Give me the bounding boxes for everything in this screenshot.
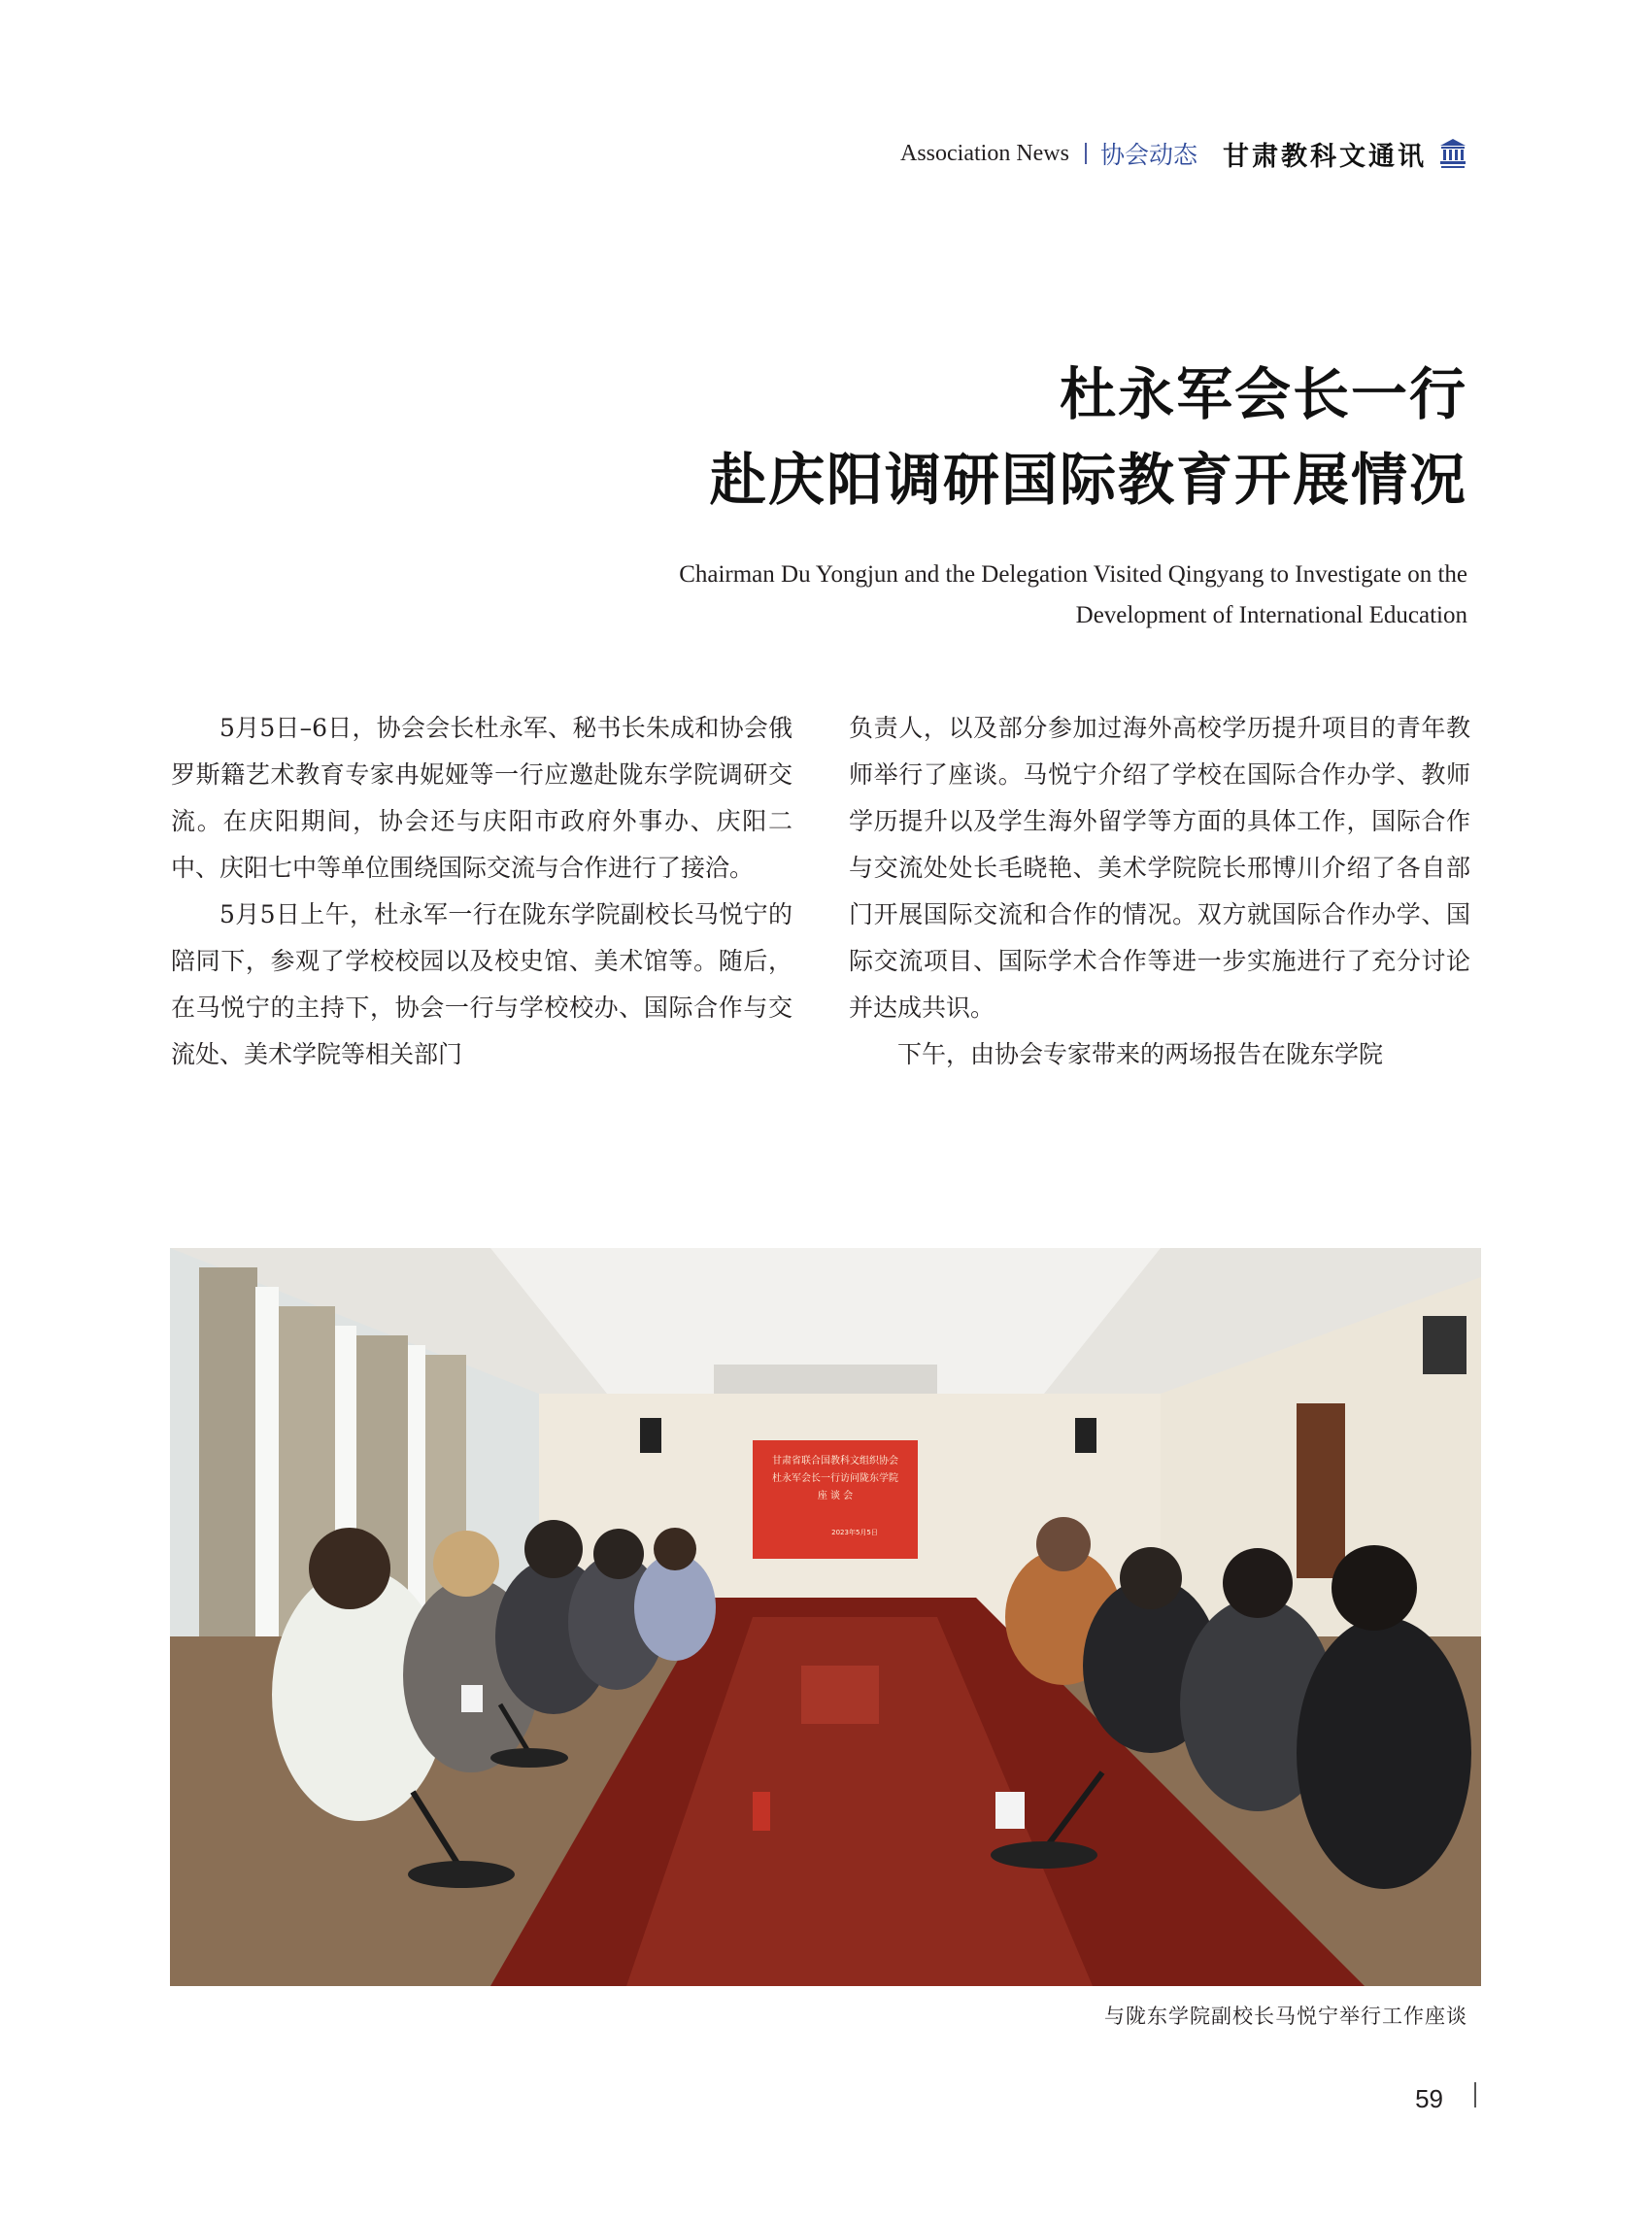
section-label-cn: 协会动态 (1099, 141, 1197, 169)
article-subtitle-en (679, 555, 1467, 636)
paragraph: 负责人，以及部分参加过海外高校学历提升项目的青年教师举行了座谈。马悦宁介绍了学校在国际合作办学、教师学历提升以及学生海外留学等方面的具体工作，国际合作与交流处处长毛晓艳、美术学院院长邢博川介绍了各自部门开展国际交流和合作的情况。双方就国际合作办学、国际交流项目、国际学术合作等进一步实施进行了充分讨论并达成共识。 (849, 714, 1470, 1022)
magazine-brand: 甘肃教科文通讯 (1223, 141, 1427, 172)
section-label-en: Association News (900, 140, 1069, 166)
paragraph: 5月5日上午，杜永军一行在陇东学院副校长马悦宁的陪同下，参观了学校校园以及校史馆、美术馆等。随后，在马悦宁的主持下，协会一行与学校校办、国际合作与交流处、美术学院等相关部门 (171, 900, 792, 1068)
page-number: 59 (1415, 2084, 1443, 2113)
screen-line-3: 座 谈 会 (817, 1491, 854, 1501)
body-column-right (849, 705, 1470, 1078)
screen-line-2: 杜永军会长一行访问陇东学院 (772, 1473, 898, 1484)
paragraph: 5月5日–6日，协会会长杜永军、秘书长朱成和协会俄罗斯籍艺术教育专家冉妮娅等一行应邀赴陇东学院调研交流。在庆阳期间，协会还与庆阳市政府外事办、庆阳二中、庆阳七中等单位围绕国际交流与合作进行了接洽。 (171, 714, 792, 882)
running-header (900, 134, 1467, 173)
article-title (710, 352, 1467, 523)
header-divider (1085, 143, 1087, 164)
photo-caption: 与陇东学院副校长马悦宁举行工作座谈 (1104, 2005, 1467, 2028)
page-number-divider (1474, 2082, 1476, 2107)
title-line-1: 杜永军会长一行 (1059, 361, 1467, 427)
body-column-left (171, 705, 792, 1078)
screen-line-1: 甘肃省联合国教科文组织协会 (772, 1456, 898, 1466)
title-line-2: 赴庆阳调研国际教育开展情况 (709, 447, 1467, 513)
paragraph: 下午，由协会专家带来的两场报告在陇东学院 (897, 1040, 1384, 1068)
institution-building-icon (1438, 137, 1467, 170)
meeting-photo (170, 1248, 1481, 1986)
subtitle-line-1: Chairman Du Yongjun and the Delegation Visited Qingyang to Investigate on the (679, 561, 1467, 588)
subtitle-line-2: Development of International Education (1075, 602, 1467, 628)
meeting-photo-illustration (170, 1248, 1481, 1986)
screen-date: 2023年5月5日 (831, 1529, 878, 1536)
